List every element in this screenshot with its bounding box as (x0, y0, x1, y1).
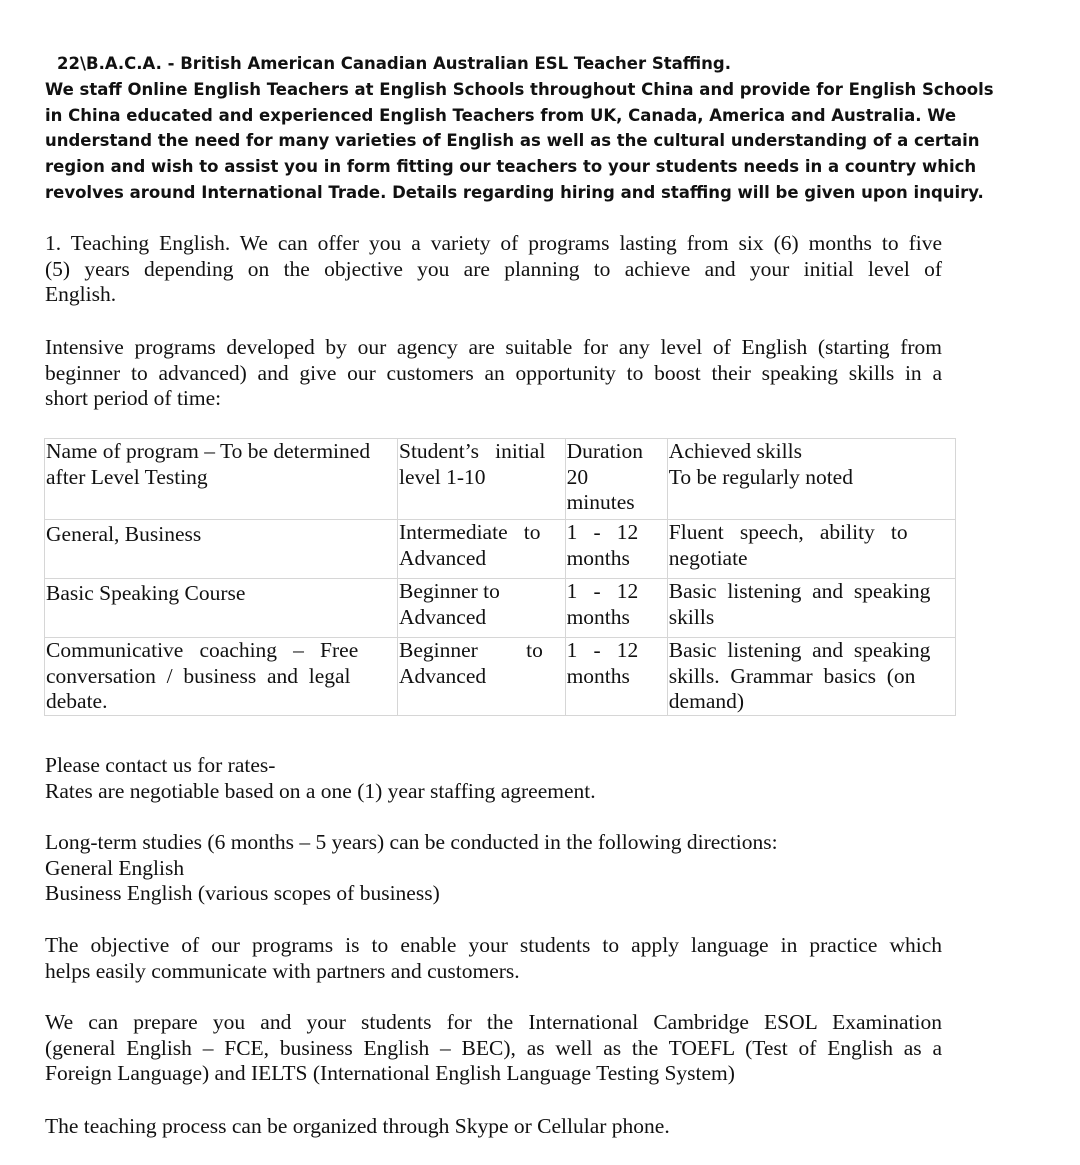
cell-line: Basic listening and speaking (668, 638, 931, 662)
cell-line: Advanced (398, 663, 487, 688)
skills-cell (667, 520, 955, 579)
paragraph-line: We can prepare you and your students for the International Cambridge ESOL Examination (45, 1010, 942, 1034)
cell-line: conversation / business and legal (46, 663, 351, 688)
cell-line: negotiate (668, 545, 748, 570)
cell-line: Basic listening and speaking (668, 579, 931, 603)
cell-line: debate. (46, 689, 108, 713)
program-name-cell (45, 638, 398, 716)
intro-line: revolves around International Trade. Details regarding hiring and staffing will be given upon inquiry. (45, 182, 984, 202)
cell-line: minutes (566, 490, 635, 514)
header-cell-duration (565, 439, 667, 520)
program-name-cell (45, 579, 398, 638)
cell-line: months (566, 663, 630, 688)
table-row (45, 638, 956, 716)
cell-line: Advanced (398, 604, 487, 629)
cell-line: Basic Speaking Course (46, 581, 246, 605)
intro-line: in China educated and experienced English Teachers from UK, Canada, America and Australia. We (45, 105, 957, 125)
level-cell (397, 579, 565, 638)
intro-line: region and wish to assist you in form fitting our teachers to your students needs in a country which (45, 157, 977, 177)
cell-line: Name of program – To be determined (46, 439, 371, 463)
rates-paragraph (45, 753, 942, 804)
cell-line: level 1-10 (398, 464, 486, 489)
programs-table (44, 438, 956, 716)
paragraph-line: beginner to advanced) and give our customers an opportunity to boost their speaking skills in a (45, 360, 942, 385)
paragraph-line: The objective of our programs is to enable your students to apply language in practice which (45, 933, 942, 957)
cell-line: Duration (566, 439, 643, 463)
intensive-programs-paragraph (45, 335, 942, 412)
cell-line: Fluent speech, ability to (668, 520, 908, 544)
header-cell-program-name (45, 439, 398, 520)
intro-line: understand the need for many varieties of English as well as the cultural understanding of a certain (45, 131, 980, 151)
table-row (45, 520, 956, 579)
cell-line: General, Business (46, 522, 202, 546)
paragraph-line: (general English – FCE, business English – BEC), as well as the TOEFL (Test of English as a (45, 1035, 942, 1060)
header-cell-skills (667, 439, 955, 520)
duration-cell (565, 520, 667, 579)
paragraph-line: helps easily communicate with partners and customers. (45, 958, 520, 983)
objective-paragraph (45, 933, 942, 984)
level-cell (397, 520, 565, 579)
duration-cell (565, 638, 667, 716)
cell-line: Achieved skills (668, 439, 802, 463)
program-name-cell (45, 520, 398, 579)
paragraph-line: English. (45, 282, 117, 306)
cell-line: Student’s initial (398, 439, 546, 463)
cell-line: 1 - 12 (566, 579, 639, 603)
agency-title: 22\B.A.C.A. - British American Canadian Australian ESL Teacher Staffing. (57, 54, 731, 73)
paragraph-line: Intensive programs developed by our agency are suitable for any level of English (starting from (45, 335, 942, 359)
paragraph-line: (5) years depending on the objective you are planning to achieve and your initial level of (45, 256, 942, 281)
cell-line: To be regularly noted (668, 464, 853, 489)
skills-cell (667, 638, 955, 716)
long-term-studies-paragraph (45, 830, 942, 907)
agency-intro (45, 51, 994, 206)
cell-line: after Level Testing (46, 464, 208, 489)
skills-cell (667, 579, 955, 638)
header-cell-level (397, 439, 565, 520)
teaching-english-paragraph (45, 231, 942, 308)
cell-line: Advanced (398, 545, 487, 570)
paragraph-line: Please contact us for rates- (45, 753, 276, 777)
intro-line: We staff Online English Teachers at English Schools throughout China and provide for English Schools (45, 79, 994, 99)
cell-line: Intermediate to (398, 520, 541, 544)
cell-line: 20 (566, 464, 589, 489)
paragraph-line: Business English (various scopes of business) (45, 881, 440, 905)
teaching-process-paragraph (45, 1114, 942, 1140)
table-header-row (45, 439, 956, 520)
table-row (45, 579, 956, 638)
exams-paragraph (45, 1010, 942, 1087)
cell-line: 1 - 12 (566, 638, 639, 662)
paragraph-line: Rates are negotiable based on a one (1) year staffing agreement. (45, 778, 596, 803)
cell-line: skills. Grammar basics (on (668, 663, 916, 688)
cell-line: Beginner to (398, 579, 500, 603)
paragraph-line: 1. Teaching English. We can offer you a variety of programs lasting from six (6) months to five (45, 231, 942, 255)
paragraph-line: The teaching process can be organized through Skype or Cellular phone. (45, 1114, 670, 1138)
paragraph-line: short period of time: (45, 386, 222, 410)
cell-line: demand) (668, 689, 745, 713)
cell-line: skills (668, 604, 715, 629)
paragraph-line: General English (45, 855, 185, 880)
cell-line: months (566, 604, 630, 629)
level-cell (397, 638, 565, 716)
cell-line: 1 - 12 (566, 520, 639, 544)
cell-line: Communicative coaching – Free (46, 638, 359, 662)
paragraph-line: Foreign Language) and IELTS (International English Language Testing System) (45, 1061, 735, 1085)
duration-cell (565, 579, 667, 638)
cell-line: Beginner to (398, 638, 543, 662)
paragraph-line: Long-term studies (6 months – 5 years) can be conducted in the following directions: (45, 830, 778, 854)
cell-line: months (566, 545, 630, 570)
